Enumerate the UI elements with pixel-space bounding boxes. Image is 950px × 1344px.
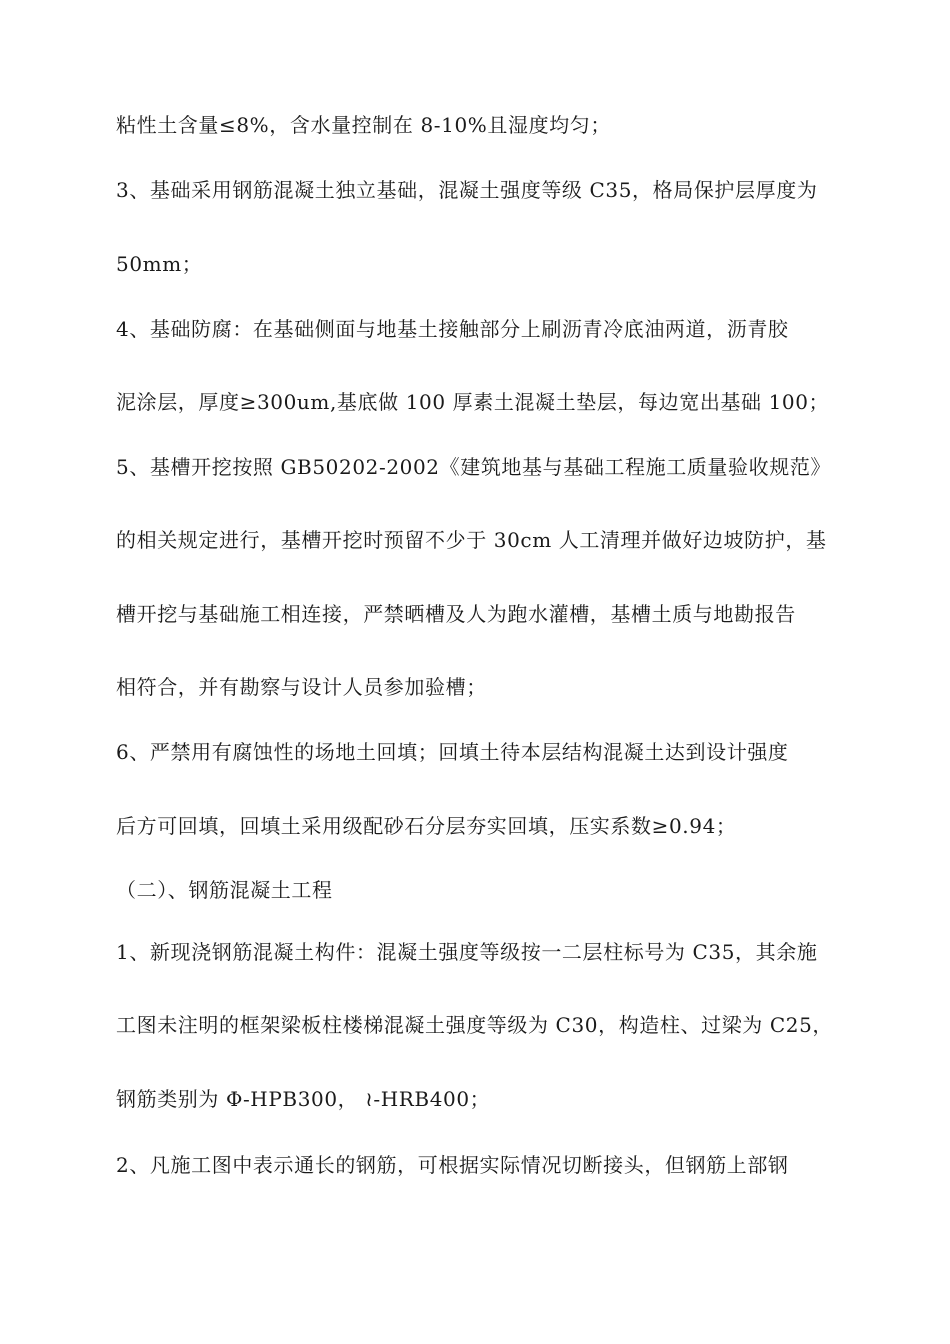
text-line: 6、严禁用有腐蚀性的场地土回填；回填土待本层结构混凝土达到设计强度 — [116, 740, 789, 764]
text-line: 相符合，并有勘察与设计人员参加验槽； — [116, 675, 487, 699]
text-line: 槽开挖与基础施工相连接，严禁晒槽及人为跑水灌槽，基槽土质与地勘报告 — [116, 602, 796, 626]
text-line: 2、凡施工图中表示通长的钢筋，可根据实际情况切断接头，但钢筋上部钢 — [116, 1153, 789, 1177]
text-line: 工图未注明的框架梁板柱楼梯混凝土强度等级为 C30，构造柱、过梁为 C25， — [116, 1013, 834, 1037]
section-heading: （二）、钢筋混凝土工程 — [116, 878, 333, 902]
text-line: 5、基槽开挖按照 GB50202-2002《建筑地基与基础工程施工质量验收规范》 — [116, 455, 832, 479]
text-line: 的相关规定进行，基槽开挖时预留不少于 30cm 人工清理并做好边坡防护，基 — [116, 528, 827, 552]
text-line: 钢筋类别为 Φ-HPB300， ≀-HRB400； — [116, 1087, 491, 1111]
text-line: 粘性土含量≤8%，含水量控制在 8-10%且湿度均匀； — [116, 113, 611, 137]
text-line: 1、新现浇钢筋混凝土构件：混凝土强度等级按一二层柱标号为 C35，其余施 — [116, 940, 818, 964]
text-line: 泥涂层，厚度≥300um,基底做 100 厚素土混凝土垫层，每边宽出基础 100； — [116, 390, 830, 414]
text-line: 50mm； — [116, 252, 203, 276]
text-line: 后方可回填，回填土采用级配砂石分层夯实回填，压实系数≥0.94； — [116, 814, 737, 838]
text-line: 3、基础采用钢筋混凝土独立基础，混凝土强度等级 C35，格局保护层厚度为 — [116, 178, 818, 202]
text-line: 4、基础防腐：在基础侧面与地基土接触部分上刷沥青冷底油两道，沥青胶 — [116, 317, 789, 341]
